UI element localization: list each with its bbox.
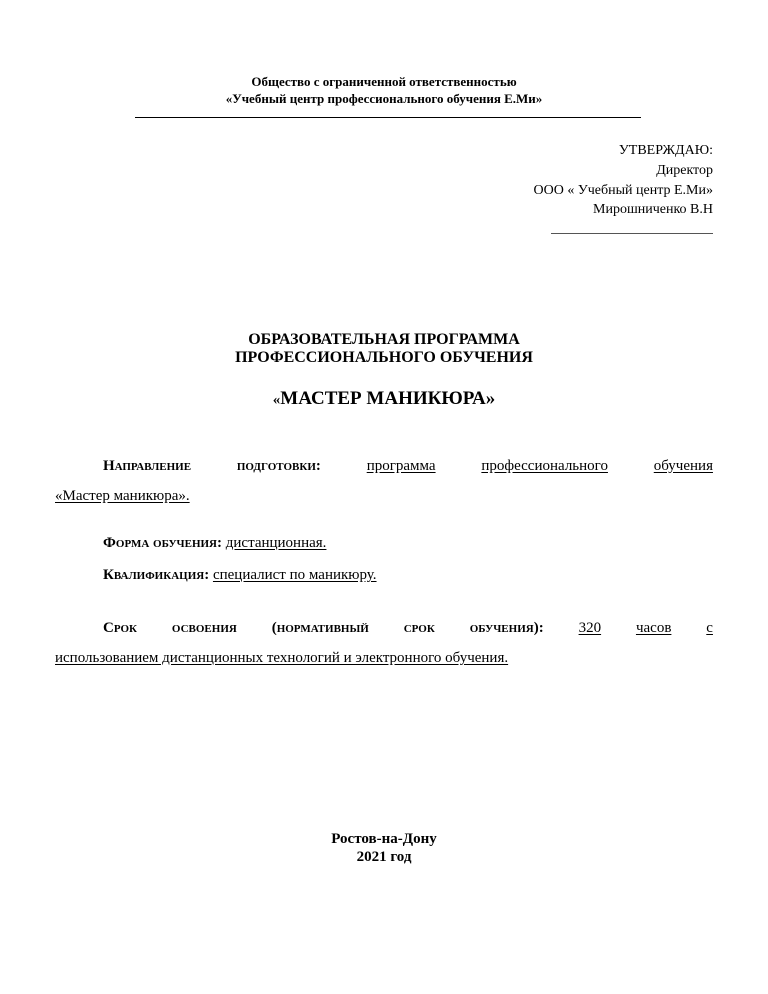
- term-value-word2: с: [706, 620, 713, 636]
- approval-position: Директор: [656, 163, 713, 178]
- quote-open: «: [272, 392, 281, 408]
- term-value-continuation: использованием дистанционных технологий и электронного обучения.: [55, 650, 509, 666]
- direction-value-word1: программа: [366, 458, 436, 474]
- term-label-word1: Срок: [103, 620, 138, 636]
- direction-line: [103, 457, 713, 475]
- term-label-word3: (нормативный: [271, 620, 369, 636]
- quote-close: »: [485, 388, 496, 409]
- organization-full-name: «Учебный центр профессионального обучения Е.Ми»: [225, 91, 543, 106]
- direction-label-word2: подготовки:: [236, 458, 321, 474]
- term-value-word1: часов: [635, 620, 672, 636]
- term-label-word5: обучения):: [469, 620, 544, 636]
- approval-name: Мирошниченко В.Н: [593, 202, 713, 217]
- signature-line: [551, 233, 713, 234]
- term-label-word2: освоения: [171, 620, 237, 636]
- program-name-text: МАСТЕР МАНИКЮРА: [280, 388, 486, 409]
- approval-company: ООО « Учебный центр Е.Ми»: [533, 183, 713, 198]
- term-hours: 320: [578, 620, 602, 636]
- direction-value-word3: обучения: [653, 458, 713, 474]
- direction-value-continuation: «Мастер маникюра».: [55, 488, 190, 504]
- approval-heading: УТВЕРЖДАЮ:: [618, 143, 713, 158]
- qualification-value: специалист по маникюру.: [212, 567, 377, 583]
- document-title-line1: ОБРАЗОВАТЕЛЬНАЯ ПРОГРАММА: [248, 331, 520, 348]
- term-line: [103, 619, 713, 637]
- form-value: дистанционная.: [225, 535, 327, 551]
- organization-name: Общество с ограниченной ответственностью: [251, 74, 517, 89]
- term-label-word4: срок: [403, 620, 435, 636]
- direction-label-word1: Направление: [103, 458, 192, 474]
- program-name: [0, 387, 768, 412]
- form-line: [103, 534, 326, 552]
- form-label: Форма обучения:: [103, 535, 223, 551]
- qualification-label: Квалификация:: [103, 567, 210, 583]
- footer-year: 2021 год: [356, 849, 412, 865]
- footer-city: Ростов-на-Дону: [331, 831, 437, 847]
- document-title-line2: ПРОФЕССИОНАЛЬНОГО ОБУЧЕНИЯ: [235, 349, 533, 366]
- direction-value-word2: профессионального: [481, 458, 608, 474]
- header-divider: [135, 117, 641, 118]
- qualification-line: [103, 566, 377, 584]
